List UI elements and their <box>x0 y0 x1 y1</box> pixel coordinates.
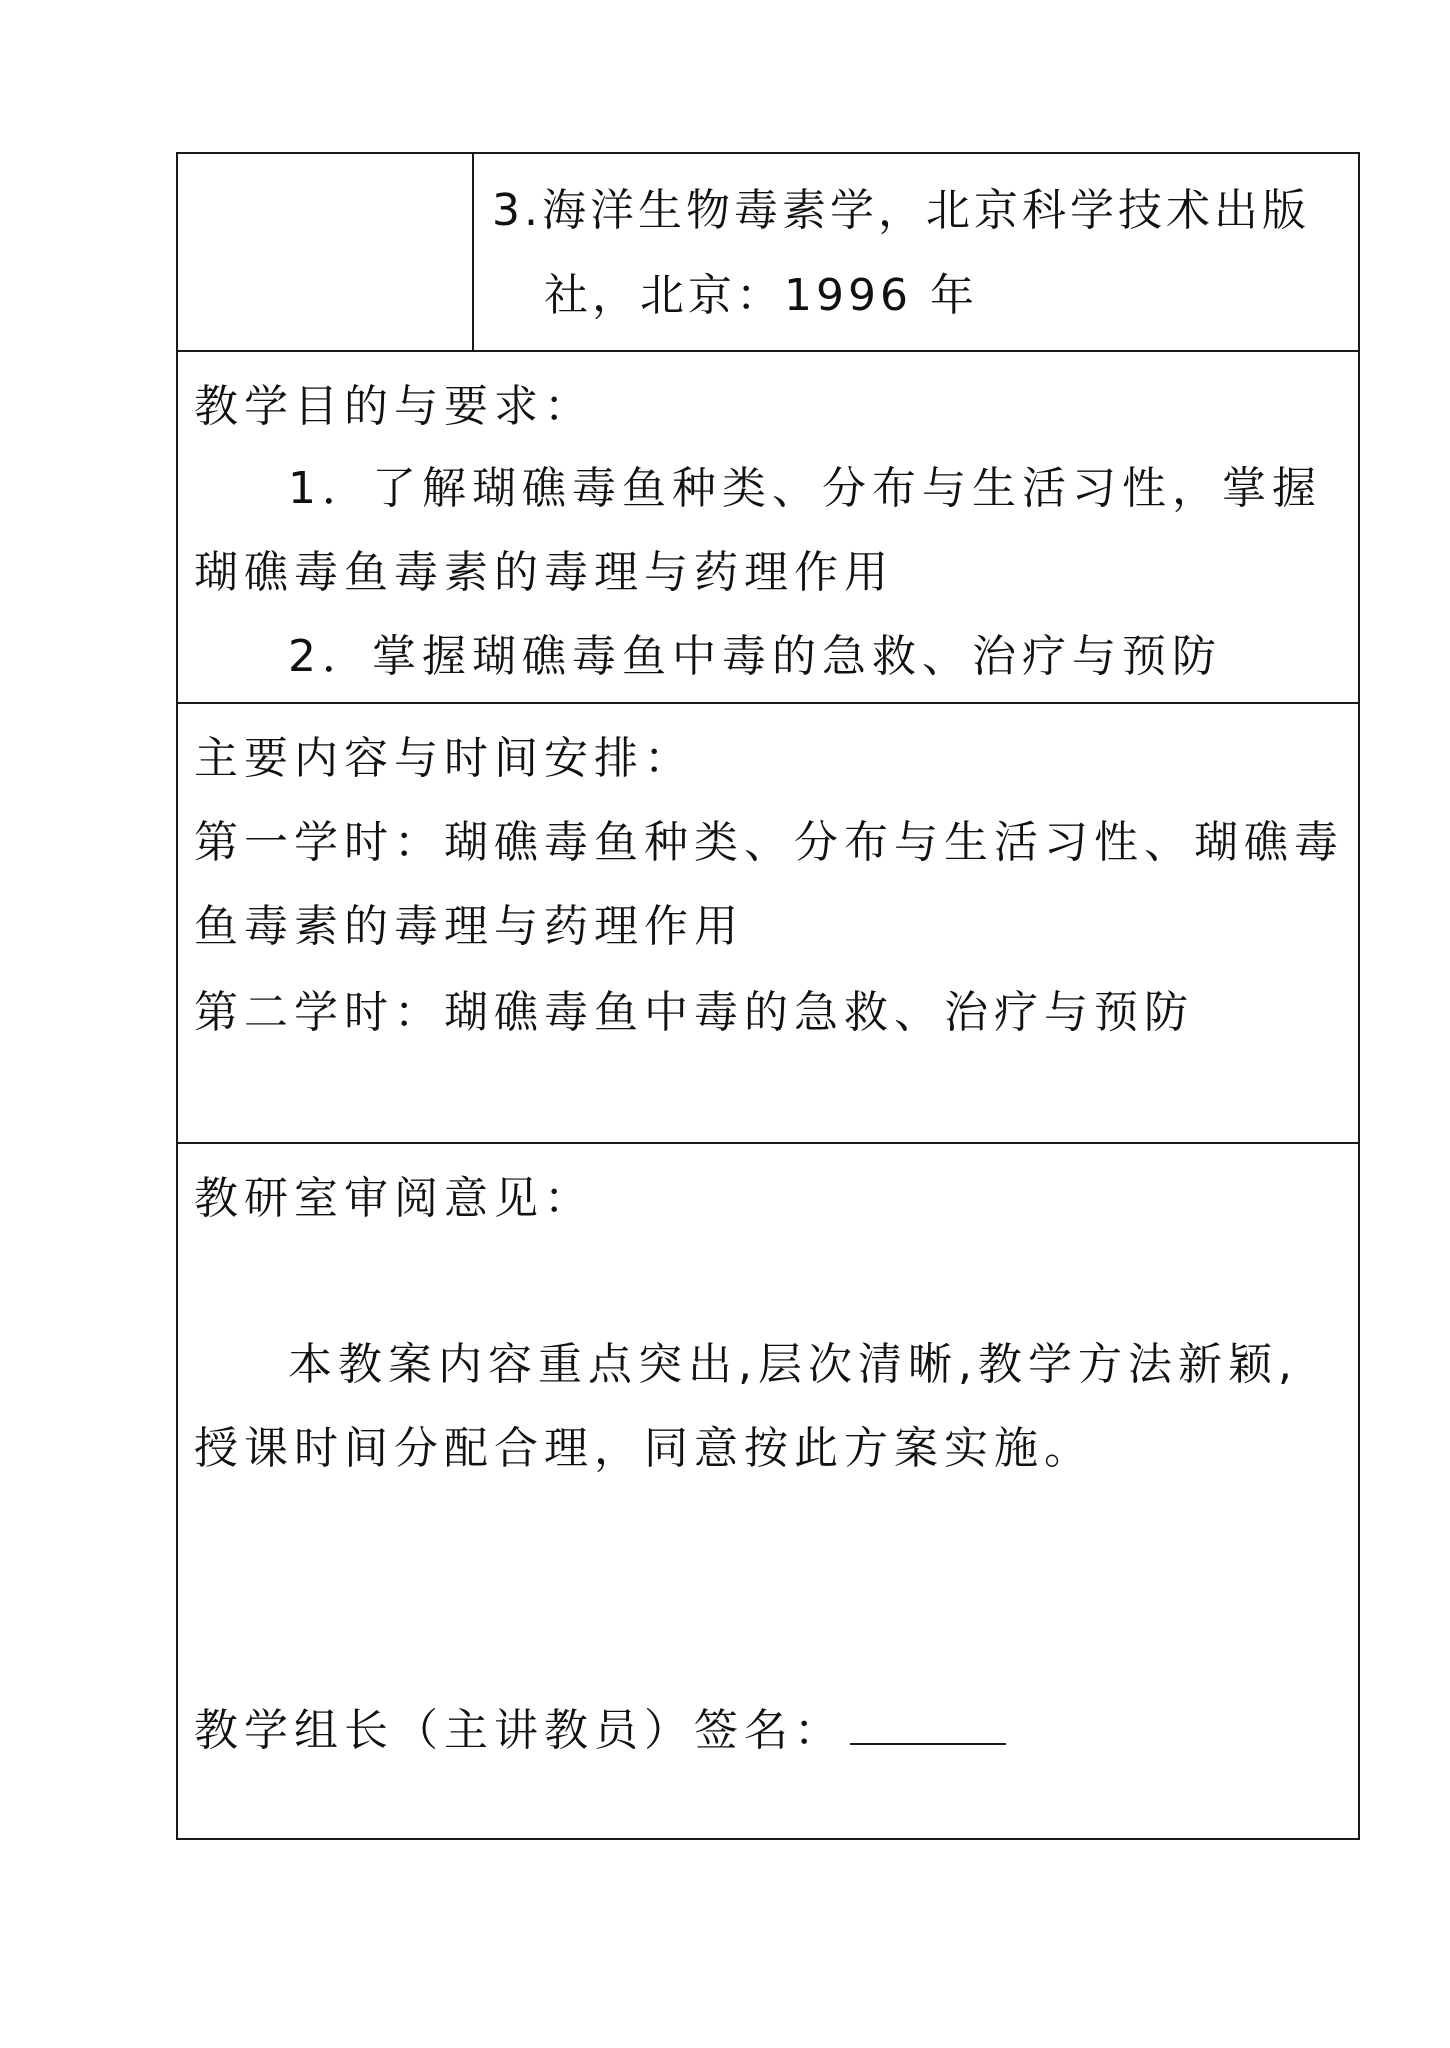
hour-1-line-1: 第一学时：瑚礁毒鱼种类、分布与生活习性、瑚礁毒 <box>194 817 1344 868</box>
review-heading: 教研室审阅意见： <box>194 1173 594 1224</box>
review-opinion-line-1: 本教案内容重点突出,层次清晰,教学方法新颖, <box>288 1339 1298 1390</box>
references-label-cell <box>178 154 474 350</box>
objective-item-1-line-1: 1．了解瑚礁毒鱼种类、分布与生活习性，掌握 <box>288 463 1322 514</box>
lesson-plan-table <box>176 152 1360 1840</box>
objective-item-2: 2．掌握瑚礁毒鱼中毒的急救、治疗与预防 <box>288 631 1222 682</box>
signature-row <box>194 1694 1006 1758</box>
references-cell <box>474 154 1358 350</box>
objectives-heading: 教学目的与要求： <box>194 381 594 432</box>
hour-1-line-2: 鱼毒素的毒理与药理作用 <box>194 901 744 952</box>
content-heading: 主要内容与时间安排： <box>194 733 694 784</box>
signature-label: 教学组长（主讲教员）签名： <box>194 1705 844 1756</box>
objectives-section <box>178 350 1358 702</box>
review-opinion-line-2: 授课时间分配合理，同意按此方案实施。 <box>194 1423 1094 1474</box>
signature-blank[interactable] <box>850 1703 1006 1745</box>
hour-2: 第二学时：瑚礁毒鱼中毒的急救、治疗与预防 <box>194 987 1194 1038</box>
objective-item-1-line-2: 瑚礁毒鱼毒素的毒理与药理作用 <box>194 547 894 598</box>
reference-item-3-line-1: 3.海洋生物毒素学，北京科学技术出版 <box>492 185 1310 236</box>
references-row <box>178 154 1358 350</box>
content-schedule-section <box>178 702 1358 1142</box>
reference-item-3-line-2: 社，北京：1996 年 <box>544 270 978 321</box>
review-section <box>178 1142 1358 1840</box>
